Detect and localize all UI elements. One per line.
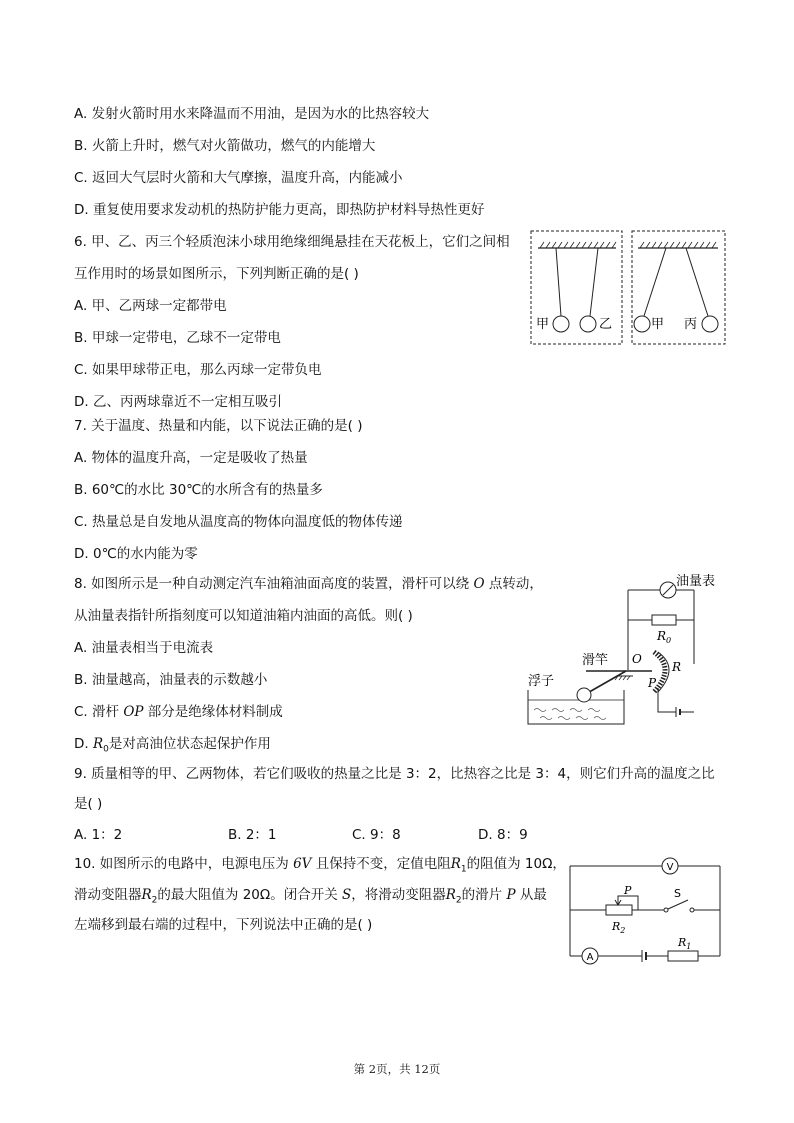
float-ball [577, 688, 591, 702]
page-footer: 第 2页，共 12页 [353, 1062, 441, 1076]
ball-jia-left [553, 316, 569, 332]
ball-yi [580, 316, 596, 332]
q10-l2-var: R [141, 887, 152, 903]
q8-option-b: B. 油量越高，油量表的示数越小 [74, 672, 268, 688]
q10-l2-sub: 2 [151, 895, 158, 906]
q8-option-a: A. 油量表相当于电流表 [74, 640, 214, 656]
r0-sub: 0 [666, 636, 672, 645]
q10-l2-a: 滑动变阻器 [74, 887, 142, 903]
switch-s [668, 900, 688, 909]
label-yi: 乙 [599, 317, 613, 332]
q8-d-var: R [92, 736, 104, 752]
voltmeter-label: V [666, 862, 674, 873]
q10-l2-sub3: 2 [455, 895, 462, 906]
q7-option-b: B. 60℃的水比 30℃的水所含有的热量多 [74, 482, 323, 498]
q10-l1-b: 且保持不变，定值电阻 [311, 856, 451, 872]
r2-label [611, 920, 625, 935]
q6-stem-line1: 6. 甲、乙、丙三个轻质泡沫小球用绝缘细绳悬挂在天花板上，它们之间相 [74, 234, 510, 250]
ball-jia-right [634, 316, 650, 332]
q6-option-c: C. 如果甲球带正电，那么丙球一定带负电 [74, 362, 322, 378]
q8-c-var: OP [123, 704, 144, 720]
q10-l2-d: 的滑片 [461, 887, 507, 903]
q8-d-b: 是对高油位状态起保护作用 [108, 736, 271, 752]
q6-figure-pendulums [528, 228, 728, 348]
q8-figure-oil-gauge [526, 568, 726, 726]
q10-l2-var2: S [341, 887, 352, 903]
q10-stem-line3: 左端移到最右端的过程中，下列说法中正确的是( ) [74, 917, 373, 933]
p-label: P [648, 676, 657, 690]
slider-p-label: P [624, 884, 632, 897]
q9-stem-line1: 9. 质量相等的甲、乙两物体，若它们吸收的热量之比是 3：2，比热容之比是 3：4，则它们升高的温度之比 [74, 766, 715, 782]
oil-tank [528, 690, 624, 724]
q7-option-d: D. 0℃的水内能为零 [74, 546, 198, 562]
r0-label [656, 629, 671, 645]
q9-option-b: B. 2：1 [228, 827, 277, 843]
r1-letter: R [678, 936, 687, 949]
q6-option-d: D. 乙、丙两球靠近不一定相互吸引 [74, 394, 282, 410]
q10-l1-var2: R [450, 856, 461, 872]
q10-l1-sub2: 1 [460, 864, 467, 875]
float-label: 浮子 [528, 674, 555, 689]
q10-l2-c: ，将滑动变阻器 [351, 887, 446, 903]
q6-option-b: B. 甲球一定带电，乙球不一定带电 [74, 330, 281, 346]
r2-sub: 2 [620, 926, 626, 935]
q10-l2-b: 的最大阻值为 20Ω。闭合开关 [157, 887, 342, 903]
q8-l1-var: O [473, 576, 485, 592]
r1-sub: 1 [686, 942, 692, 951]
q10-l1-var1: 6V [293, 856, 312, 872]
r1-label [677, 936, 691, 951]
q10-l2-var4: P [506, 887, 516, 903]
oil-meter-label: 油量表 [676, 574, 716, 589]
q9-option-d: D. 8：9 [478, 827, 528, 843]
q10-l1-c: 的阻值为 10Ω， [466, 856, 566, 872]
switch-s-label: S [674, 887, 681, 900]
q5-option-b: B. 火箭上升时，燃气对火箭做功，燃气的内能增大 [74, 138, 376, 154]
r0-letter: R [657, 629, 667, 643]
r2-letter: R [612, 920, 621, 933]
label-bing: 丙 [684, 317, 698, 332]
q10-figure-circuit [560, 850, 730, 970]
q8-c-b: 部分是绝缘体材料制成 [143, 704, 283, 720]
ammeter-label: A [586, 952, 594, 963]
q8-stem-line1 [74, 575, 543, 593]
rheostat-r2 [606, 905, 632, 915]
q8-option-c [74, 703, 283, 721]
label-jia-left: 甲 [536, 317, 550, 332]
q6-stem-line2: 互作用时的场景如图所示，下列判断正确的是( ) [74, 266, 359, 282]
q10-l1-a: 10. 如图所示的电路中，电源电压为 [74, 856, 294, 872]
pivot-o-label: O [632, 652, 642, 666]
q8-d-sub: 0 [103, 744, 109, 755]
q8-l1-b: 点转动， [484, 576, 543, 592]
q8-stem-line2: 从油量表指针所指刻度可以知道油箱内油面的高低。则( ) [74, 608, 413, 624]
q8-c-a: C. 滑杆 [74, 704, 124, 720]
q10-l2-var3: R [445, 887, 456, 903]
q9-option-a: A. 1：2 [74, 827, 123, 843]
q10-stem-line1 [74, 855, 566, 879]
q7-option-c: C. 热量总是自发地从温度高的物体向温度低的物体传递 [74, 514, 403, 530]
q5-option-a: A. 发射火箭时用水来降温而不用油，是因为水的比热容较大 [74, 106, 430, 122]
q7-option-a: A. 物体的温度升高，一定是吸收了热量 [74, 450, 308, 466]
q6-option-a: A. 甲、乙两球一定都带电 [74, 298, 227, 314]
resistor-r0 [652, 615, 676, 625]
q8-option-d [74, 735, 271, 759]
q7-stem: 7. 关于温度、热量和内能，以下说法正确的是( ) [74, 418, 363, 434]
q8-d-a: D. [74, 736, 93, 752]
label-jia-right: 甲 [651, 317, 665, 332]
rod-label: 滑竿 [582, 653, 609, 668]
q10-l2-e: 从最 [515, 887, 547, 903]
q9-stem-line2: 是( ) [74, 796, 103, 812]
r-label: R [672, 660, 682, 674]
q8-l1-a: 8. 如图所示是一种自动测定汽车油箱油面高度的装置，滑杆可以绕 [74, 576, 474, 592]
resistor-r1 [668, 951, 698, 961]
ball-bing [702, 316, 718, 332]
q9-option-c: C. 9：8 [352, 827, 401, 843]
q5-option-c: C. 返回大气层时火箭和大气摩擦，温度升高，内能减小 [74, 170, 403, 186]
q10-stem-line2 [74, 886, 547, 910]
q5-option-d: D. 重复使用要求发动机的热防护能力更高，即热防护材料导热性更好 [74, 202, 485, 218]
